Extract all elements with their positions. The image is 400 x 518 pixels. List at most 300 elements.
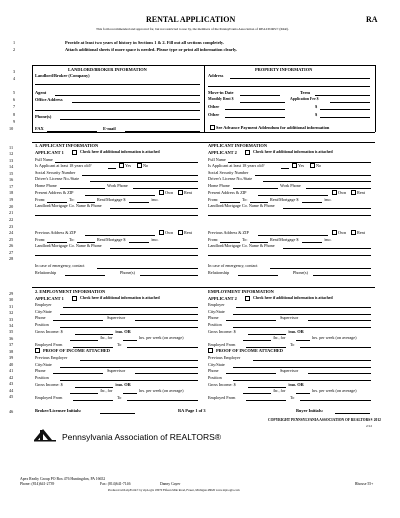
line-number: 17 bbox=[9, 184, 14, 189]
applicant-2-attached-checkbox[interactable] bbox=[245, 150, 250, 155]
divider bbox=[204, 65, 205, 132]
present-rent-label: Rent bbox=[184, 190, 192, 195]
dl-label: Driver's License No./State bbox=[35, 176, 80, 181]
emp-phone-line[interactable] bbox=[53, 373, 103, 374]
yes-label: Yes bbox=[125, 163, 132, 168]
attached-label: Check here if additional information is attached bbox=[253, 150, 333, 154]
instruction-2: Attach additional sheets if more space is needed. Please type or print all information clearly. bbox=[65, 47, 238, 52]
ssn-label: Social Security Number bbox=[208, 170, 249, 175]
line-number: 37 bbox=[9, 342, 14, 347]
present-address-label: Present Address & ZIP bbox=[208, 190, 247, 195]
employed-from-label: Employed From bbox=[208, 395, 236, 400]
previous-employer-line[interactable] bbox=[80, 360, 198, 361]
proof-label: PROOF OF INCOME ATTACHED bbox=[43, 348, 110, 353]
line-number: 3 bbox=[13, 69, 16, 74]
previous-employer-label: Previous Employer bbox=[35, 355, 68, 360]
no-label: No bbox=[143, 163, 149, 168]
applicant-heading-2: APPLICANT INFORMATION bbox=[208, 143, 267, 148]
supervisor-label: Supervisor bbox=[280, 315, 299, 320]
other1-amount-line[interactable] bbox=[320, 109, 370, 110]
previous-address-label: Previous Address & ZIP bbox=[35, 230, 76, 235]
work-phone-label: Work Phone bbox=[107, 183, 128, 188]
par-logo bbox=[32, 427, 58, 443]
supervisor-label: Supervisor bbox=[280, 368, 299, 373]
landlord-name-line[interactable] bbox=[35, 84, 200, 85]
previous-extra-line[interactable] bbox=[35, 255, 198, 256]
page-number: RA Page 1 of 3 bbox=[178, 408, 206, 413]
line-number: 25 bbox=[9, 237, 14, 242]
line-number: 6 bbox=[13, 97, 16, 102]
phones-line[interactable] bbox=[313, 275, 371, 276]
city-label: City/State bbox=[208, 362, 225, 367]
line-number: 28 bbox=[9, 256, 14, 261]
gross-label: Gross Income: $ bbox=[208, 382, 236, 387]
phones-line[interactable] bbox=[140, 275, 198, 276]
email-label: E-mail bbox=[103, 126, 116, 131]
supervisor-line[interactable] bbox=[135, 320, 198, 321]
emp-attached-checkbox[interactable] bbox=[72, 296, 77, 301]
position-line[interactable] bbox=[233, 327, 371, 328]
no-checkbox[interactable] bbox=[310, 163, 315, 168]
line-number: 42 bbox=[9, 375, 14, 380]
employed-to-line[interactable] bbox=[300, 347, 371, 348]
work-phone-label: Work Phone bbox=[280, 183, 301, 188]
present-rent-checkbox[interactable] bbox=[178, 190, 183, 195]
property-address-line[interactable] bbox=[230, 78, 370, 79]
landlord-heading: LANDLORD/BROKER INFORMATION bbox=[68, 67, 147, 72]
present-address-label: Present Address & ZIP bbox=[35, 190, 74, 195]
hourly-line[interactable] bbox=[70, 393, 98, 394]
city-line[interactable] bbox=[60, 367, 198, 368]
employed-to-line[interactable] bbox=[300, 400, 371, 401]
proof-checkbox[interactable] bbox=[35, 348, 40, 353]
emp-phone-label: Phone bbox=[208, 368, 219, 373]
line-number: 19 bbox=[9, 197, 14, 202]
fullname-label: Full Name bbox=[208, 157, 226, 162]
appfee-label: Application Fee $ bbox=[290, 97, 319, 101]
movein-label: Move-in Date bbox=[208, 90, 234, 95]
yes-checkbox[interactable] bbox=[292, 163, 297, 168]
supervisor-line[interactable] bbox=[308, 373, 371, 374]
emp-applicant-2-label: APPLICANT 2 bbox=[208, 296, 237, 301]
previous-own-checkbox[interactable] bbox=[332, 230, 337, 235]
emp-phone-label: Phone bbox=[35, 368, 46, 373]
fax-label: FAX bbox=[35, 126, 44, 131]
line-number: 27 bbox=[9, 250, 14, 255]
employer-line[interactable] bbox=[236, 307, 371, 308]
age-line[interactable] bbox=[281, 168, 289, 169]
line-number: 45 bbox=[9, 394, 14, 399]
no-label: No bbox=[316, 163, 322, 168]
previous-rent-checkbox[interactable] bbox=[351, 230, 356, 235]
emergency-line[interactable] bbox=[97, 268, 198, 269]
instruction-1: Provide at least two years of history in Sections 1 & 2. Fill out all sections completely. bbox=[65, 40, 224, 45]
previous-rentmort-line[interactable] bbox=[302, 242, 322, 243]
gross-label: Gross Income: $ bbox=[35, 329, 63, 334]
line-number: 26 bbox=[9, 243, 14, 248]
employed-to-line[interactable] bbox=[127, 400, 198, 401]
movein-line[interactable] bbox=[240, 95, 280, 96]
applicant-heading-1: 1. APPLICANT INFORMATION bbox=[35, 143, 99, 148]
line-number: 41 bbox=[9, 368, 14, 373]
other1-label: Other bbox=[208, 104, 220, 109]
employed-to-label: To bbox=[290, 395, 295, 400]
home-phone-label: Home Phone bbox=[208, 183, 230, 188]
other1-dollar: $ bbox=[315, 104, 318, 109]
present-to-label: To: bbox=[242, 197, 248, 202]
present-own-label: Own bbox=[338, 190, 347, 195]
line-number: 44 bbox=[9, 388, 14, 393]
no-checkbox[interactable] bbox=[137, 163, 142, 168]
office-label: Office Address bbox=[35, 97, 63, 102]
line-number: 2 bbox=[13, 47, 16, 52]
employed-to-line[interactable] bbox=[127, 347, 198, 348]
present-rent-label: Rent bbox=[357, 190, 365, 195]
ssn-line[interactable] bbox=[255, 175, 371, 176]
position-label: Position bbox=[208, 322, 222, 327]
agent-label: Agent bbox=[35, 90, 47, 95]
hr-label: /hr., for bbox=[100, 335, 113, 340]
line-number: 38 bbox=[9, 349, 14, 354]
previous-rent-checkbox[interactable] bbox=[178, 230, 183, 235]
line-number: 34 bbox=[9, 323, 14, 328]
previous-rent-label: Rent bbox=[184, 230, 192, 235]
present-rentmort-line[interactable] bbox=[129, 202, 149, 203]
term-label: Term bbox=[300, 90, 311, 95]
line-number: 7 bbox=[13, 104, 16, 109]
buyer-initials-line[interactable] bbox=[335, 413, 370, 414]
fax-line[interactable] bbox=[47, 131, 97, 132]
other2-dollar: $ bbox=[315, 112, 318, 117]
agent-name: Danny Gayer bbox=[160, 482, 181, 486]
hrs-label: hrs. per week (on average) bbox=[312, 335, 357, 340]
form-code: RA bbox=[366, 15, 378, 24]
advance-label: See Advance Payment Addendum for additional information bbox=[216, 125, 330, 130]
present-landlordco-label: Landlord/Mortgage Co. Name & Phone bbox=[208, 203, 275, 208]
emp-attached-label: Check here if additional information is attached bbox=[80, 296, 160, 300]
emp-phone-line[interactable] bbox=[226, 320, 276, 321]
phone-label: Phone(s) bbox=[35, 114, 52, 119]
previous-rentmort-line[interactable] bbox=[129, 242, 149, 243]
work-phone-line[interactable] bbox=[133, 188, 198, 189]
advance-row bbox=[208, 125, 329, 130]
employer-label: Employer bbox=[35, 302, 52, 307]
line-number: 11 bbox=[9, 145, 14, 150]
employed-from-label: Employed From bbox=[208, 342, 236, 347]
applicant-2-label: APPLICANT 2 bbox=[208, 150, 237, 155]
line-number: 30 bbox=[9, 297, 14, 302]
hours-line[interactable] bbox=[296, 340, 310, 341]
city-line[interactable] bbox=[233, 367, 371, 368]
previous-employer-line[interactable] bbox=[253, 360, 371, 361]
line-number: 24 bbox=[9, 230, 14, 235]
line-number: 9 bbox=[13, 119, 16, 124]
employment-heading-2: EMPLOYMENT INFORMATION bbox=[208, 289, 274, 294]
broker-initials-line[interactable] bbox=[100, 413, 135, 414]
position-label: Position bbox=[35, 375, 49, 380]
previous-rentmort-label: Rent/Mortgage $ bbox=[270, 237, 299, 242]
line-number: 36 bbox=[9, 336, 14, 341]
age-line[interactable] bbox=[108, 168, 116, 169]
present-own-checkbox[interactable] bbox=[332, 190, 337, 195]
hours-line[interactable] bbox=[123, 393, 137, 394]
mo-or-label: /mo. OR bbox=[115, 382, 131, 387]
present-address-line[interactable] bbox=[258, 195, 328, 196]
employed-to-label: To bbox=[290, 342, 295, 347]
employer-line[interactable] bbox=[63, 307, 198, 308]
emergency-line[interactable] bbox=[270, 268, 371, 269]
hr-label: /hr., for bbox=[273, 335, 286, 340]
hourly-line[interactable] bbox=[243, 393, 271, 394]
emp-phone-label: Phone bbox=[208, 315, 219, 320]
line-number: 22 bbox=[9, 217, 14, 222]
previous-landlordco-label: Landlord/Mortgage Co. Name & Phone bbox=[208, 243, 275, 248]
present-landlordco-label: Landlord/Mortgage Co. Name & Phone bbox=[35, 203, 102, 208]
property-address-line-2[interactable] bbox=[208, 86, 370, 87]
previous-from-label: From: bbox=[208, 237, 219, 242]
present-own-checkbox[interactable] bbox=[159, 190, 164, 195]
divider bbox=[32, 132, 375, 133]
line-number: 39 bbox=[9, 355, 14, 360]
line-number: 1 bbox=[13, 40, 16, 45]
rent-line[interactable] bbox=[240, 102, 285, 103]
line-number: 13 bbox=[9, 158, 14, 163]
hrs-label: hrs. per week (on average) bbox=[312, 388, 357, 393]
dl-line[interactable] bbox=[90, 181, 198, 182]
home-phone-line[interactable] bbox=[60, 188, 105, 189]
office-line[interactable] bbox=[72, 102, 200, 103]
landlord-name-label: Landlord/Broker (Company) bbox=[35, 73, 90, 78]
age-label: Is Applicant at least 18 years old? bbox=[35, 163, 92, 168]
city-label: City/State bbox=[208, 309, 225, 314]
previous-own-checkbox[interactable] bbox=[159, 230, 164, 235]
line-number: 5 bbox=[13, 90, 16, 95]
other2-line[interactable] bbox=[225, 117, 285, 118]
present-mo-label: /mo. bbox=[324, 197, 332, 202]
line-number: 46 bbox=[9, 409, 14, 414]
line-number: 40 bbox=[9, 362, 14, 367]
line-number: 20 bbox=[9, 204, 14, 209]
broker-initials-label: Broker/Licensee Initials: bbox=[35, 408, 82, 413]
supervisor-label: Supervisor bbox=[107, 315, 126, 320]
previous-to-label: To: bbox=[242, 237, 248, 242]
line-number: 29 bbox=[9, 291, 14, 296]
present-rentmort-label: Rent/Mortgage $ bbox=[270, 197, 299, 202]
supervisor-line[interactable] bbox=[308, 320, 371, 321]
rent-label: Monthly Rent $ bbox=[208, 97, 234, 101]
previous-address-label: Previous Address & ZIP bbox=[208, 230, 249, 235]
proof-checkbox[interactable] bbox=[208, 348, 213, 353]
company-phone: Phone: (814)641-2739 bbox=[20, 482, 55, 486]
present-rentmort-line[interactable] bbox=[302, 202, 322, 203]
present-extra-line[interactable] bbox=[208, 215, 371, 216]
present-rentmort-label: Rent/Mortgage $ bbox=[97, 197, 126, 202]
employer-label: Employer bbox=[208, 302, 225, 307]
line-number: 8 bbox=[13, 112, 16, 117]
emp-attached-checkbox[interactable] bbox=[245, 296, 250, 301]
hours-line[interactable] bbox=[123, 340, 137, 341]
applicant-1-attached-checkbox[interactable] bbox=[72, 150, 77, 155]
line-number: 14 bbox=[9, 164, 14, 169]
age-label: Is Applicant at least 18 years old? bbox=[208, 163, 265, 168]
yes-checkbox[interactable] bbox=[119, 163, 124, 168]
dl-line[interactable] bbox=[263, 181, 371, 182]
company-info: Apex Realty Group PO Box 476 Huntingdon, PA 16652 bbox=[20, 477, 106, 481]
email-line[interactable] bbox=[125, 131, 200, 132]
previous-mo-label: /mo. bbox=[324, 237, 332, 242]
previous-employer-label: Previous Employer bbox=[208, 355, 241, 360]
present-own-label: Own bbox=[165, 190, 174, 195]
gross-label: Gross Income: $ bbox=[208, 329, 236, 334]
ssn-label: Social Security Number bbox=[35, 170, 76, 175]
line-number: 15 bbox=[9, 171, 14, 176]
line-number: 21 bbox=[9, 210, 14, 215]
employed-from-label: Employed From bbox=[35, 395, 63, 400]
previous-rentmort-label: Rent/Mortgage $ bbox=[97, 237, 126, 242]
present-rent-checkbox[interactable] bbox=[351, 190, 356, 195]
supervisor-label: Supervisor bbox=[107, 368, 126, 373]
line-number: 33 bbox=[9, 317, 14, 322]
mo-or-label: /mo. OR bbox=[288, 382, 304, 387]
previous-extra-line[interactable] bbox=[208, 255, 371, 256]
relationship-label: Relationship bbox=[208, 270, 230, 275]
previous-address-line[interactable] bbox=[85, 235, 155, 236]
emp-phone-line[interactable] bbox=[226, 373, 276, 374]
other2-amount-line[interactable] bbox=[320, 117, 370, 118]
emp-applicant-1-label: APPLICANT 1 bbox=[35, 296, 64, 301]
relationship-label: Relationship bbox=[35, 270, 57, 275]
line-number: 16 bbox=[9, 177, 14, 182]
present-extra-line[interactable] bbox=[35, 215, 198, 216]
city-label: City/State bbox=[35, 362, 52, 367]
hrs-label: hrs. per week (on average) bbox=[139, 335, 184, 340]
produced-by: Produced with zipForm® by zipLogix 18070 Fifteen Mile Road, Fraser, Michigan 48026 www.zipLogix.com bbox=[108, 488, 240, 492]
position-line[interactable] bbox=[60, 380, 198, 381]
form-subtitle: This form recommended and approved for, but not restricted to use by, the members of the Pennsylvania Association of REALTORS® (PAR). bbox=[96, 27, 289, 31]
city-label: City/State bbox=[35, 309, 52, 314]
supervisor-line[interactable] bbox=[135, 373, 198, 374]
relationship-line[interactable] bbox=[238, 275, 278, 276]
previous-address-line[interactable] bbox=[258, 235, 328, 236]
previous-landlordco-line[interactable] bbox=[110, 248, 198, 249]
present-from-label: From: bbox=[208, 197, 219, 202]
company-fax: Fax: (814)641-7146 bbox=[100, 482, 131, 486]
previous-own-label: Own bbox=[338, 230, 347, 235]
revision: 2/12 bbox=[366, 424, 373, 428]
proof-label: PROOF OF INCOME ATTACHED bbox=[216, 348, 283, 353]
hourly-line[interactable] bbox=[243, 340, 271, 341]
position-line[interactable] bbox=[233, 380, 371, 381]
work-phone-line[interactable] bbox=[306, 188, 371, 189]
previous-landlordco-label: Landlord/Mortgage Co. Name & Phone bbox=[35, 243, 102, 248]
hr-label: /hr., for bbox=[273, 388, 286, 393]
agent-line[interactable] bbox=[55, 95, 200, 96]
line-number: 10 bbox=[9, 126, 14, 131]
phone-line[interactable] bbox=[60, 119, 200, 120]
emp-attached-label: Check here if additional information is attached bbox=[253, 296, 333, 300]
position-label: Position bbox=[208, 375, 222, 380]
employed-from-label: Employed From bbox=[35, 342, 63, 347]
emergency-label: In case of emergency, contact bbox=[35, 263, 85, 268]
mo-or-label: /mo. OR bbox=[288, 329, 304, 334]
phones-label: Phone(s) bbox=[293, 270, 308, 275]
divider bbox=[32, 287, 375, 288]
fullname-label: Full Name bbox=[35, 157, 53, 162]
present-landlordco-line[interactable] bbox=[110, 208, 198, 209]
previous-to-label: To: bbox=[69, 237, 75, 242]
phones-label: Phone(s) bbox=[120, 270, 135, 275]
dl-label: Driver's License No./State bbox=[208, 176, 253, 181]
present-to-label: To: bbox=[69, 197, 75, 202]
employed-from-line[interactable] bbox=[73, 400, 113, 401]
par-logo-icon bbox=[32, 427, 58, 443]
previous-own-label: Own bbox=[165, 230, 174, 235]
divider bbox=[375, 65, 376, 132]
home-phone-label: Home Phone bbox=[35, 183, 57, 188]
present-address-line[interactable] bbox=[85, 195, 155, 196]
attached-label: Check here if additional information is attached bbox=[80, 150, 160, 154]
hourly-line[interactable] bbox=[70, 340, 98, 341]
buyer-initials-label: Buyer Initials: bbox=[296, 408, 324, 413]
city-line[interactable] bbox=[60, 314, 198, 315]
hrs-label: hrs. per week (on average) bbox=[139, 388, 184, 393]
present-landlordco-line[interactable] bbox=[283, 208, 371, 209]
advance-checkbox[interactable] bbox=[210, 125, 215, 130]
previous-landlordco-line[interactable] bbox=[283, 248, 371, 249]
applicant-1-label: APPLICANT 1 bbox=[35, 150, 64, 155]
other1-line[interactable] bbox=[225, 109, 285, 110]
line-number: 4 bbox=[13, 76, 16, 81]
divider bbox=[32, 65, 33, 132]
yes-label: Yes bbox=[298, 163, 305, 168]
property-heading: PROPERTY INFORMATION bbox=[255, 67, 313, 72]
relationship-line[interactable] bbox=[65, 275, 105, 276]
emergency-label: In case of emergency, contact bbox=[208, 263, 258, 268]
present-from-label: From: bbox=[35, 197, 46, 202]
present-mo-label: /mo. bbox=[151, 197, 159, 202]
property-address-label: Address bbox=[208, 73, 224, 78]
emp-phone-line[interactable] bbox=[53, 320, 103, 321]
previous-mo-label: /mo. bbox=[151, 237, 159, 242]
employed-to-label: To bbox=[117, 342, 122, 347]
hr-label: /hr., for bbox=[100, 388, 113, 393]
emp-phone-label: Phone bbox=[35, 315, 46, 320]
employed-from-line[interactable] bbox=[246, 400, 286, 401]
employment-heading-1: 2. EMPLOYMENT INFORMATION bbox=[35, 289, 106, 294]
gross-label: Gross Income: $ bbox=[35, 382, 63, 387]
line-number: 12 bbox=[9, 151, 14, 156]
appfee-line[interactable] bbox=[330, 102, 370, 103]
office-line-2[interactable] bbox=[35, 110, 200, 111]
ssn-line[interactable] bbox=[82, 175, 198, 176]
position-line[interactable] bbox=[60, 327, 198, 328]
association-name: Pennsylvania Association of REALTORS® bbox=[62, 432, 222, 442]
hours-line[interactable] bbox=[296, 393, 310, 394]
other2-label: Other bbox=[208, 112, 220, 117]
previous-from-label: From: bbox=[35, 237, 46, 242]
previous-rent-label: Rent bbox=[357, 230, 365, 235]
form-title: RENTAL APPLICATION bbox=[146, 15, 236, 24]
term-line[interactable] bbox=[315, 95, 370, 96]
line-number: 18 bbox=[9, 190, 14, 195]
home-phone-line[interactable] bbox=[233, 188, 278, 189]
position-label: Position bbox=[35, 322, 49, 327]
mo-or-label: /mo. OR bbox=[115, 329, 131, 334]
employed-to-label: To bbox=[117, 395, 122, 400]
line-number: 35 bbox=[9, 329, 14, 334]
form-name: Rhouse 55+ bbox=[355, 482, 374, 486]
city-line[interactable] bbox=[233, 314, 371, 315]
